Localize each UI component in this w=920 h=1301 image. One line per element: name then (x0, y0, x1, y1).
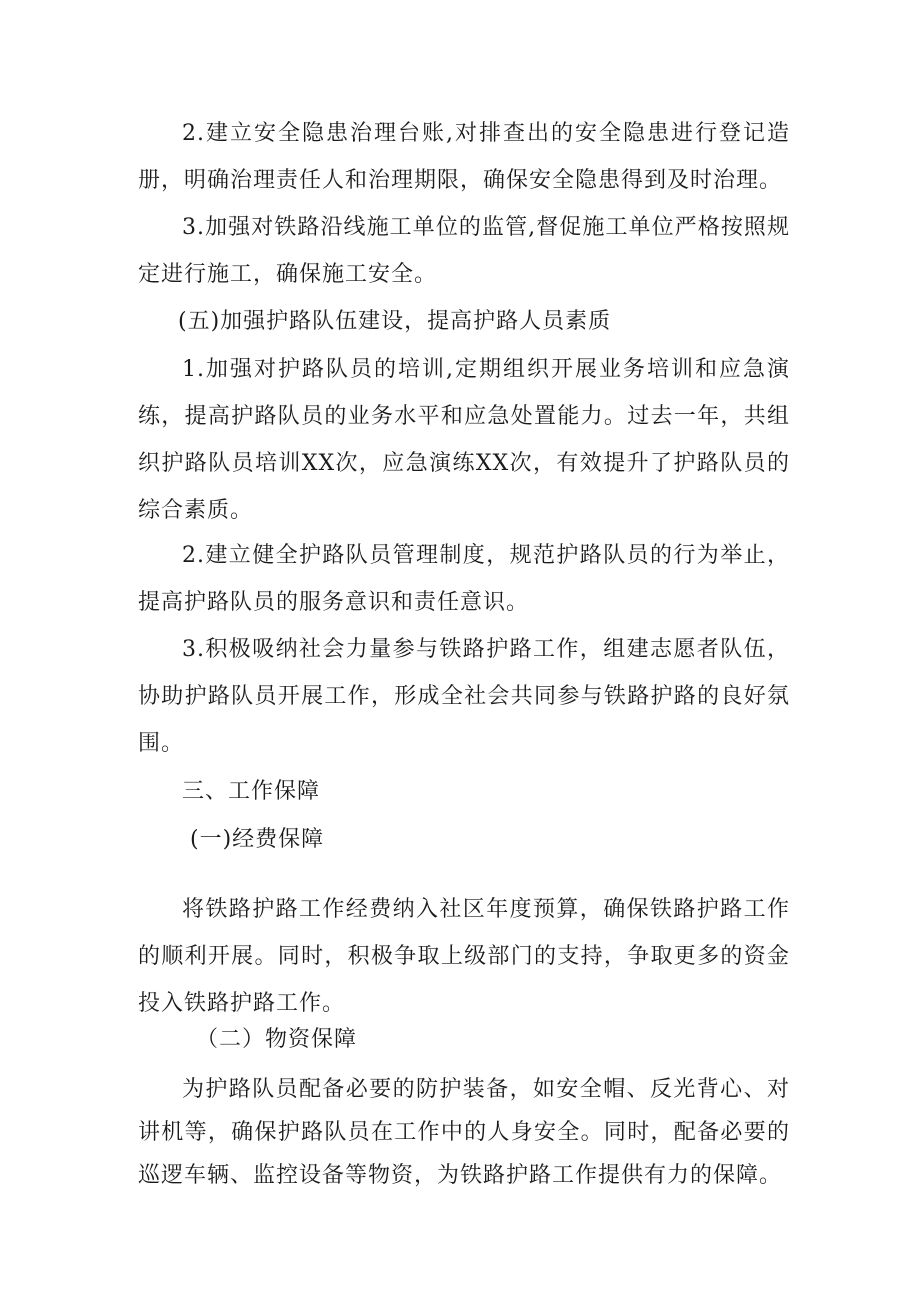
paragraph-volunteers: 3.积极吸纳社会力量参与铁路护路工作，组建志愿者队伍，协助护路队员开展工作，形成全社会共同参与铁路护路的良好氛围。 (138, 637, 790, 756)
paragraph-management-system: 2.建立健全护路队员管理制度，规范护路队员的行为举止，提高护路队员的服务意识和责任意识。 (138, 543, 790, 615)
paragraph-funding: 将铁路护路工作经费纳入社区年度预算，确保铁路护路工作的顺利开展。同时，积极争取上级部门的支持，争取更多的资金投入铁路护路工作。 (138, 897, 790, 1016)
paragraph-safety-ledger: 2.建立安全隐患治理台账,对排查出的安全隐患进行登记造册，明确治理责任人和治理期限，确保安全隐患得到及时治理。 (138, 121, 790, 193)
paragraph-training: 1.加强对护路队员的培训,定期组织开展业务培训和应急演练，提高护路队员的业务水平和应急处置能力。过去一年，共组织护路队员培训XX次，应急演练XX次，有效提升了护路队员的综合素质。 (138, 357, 790, 523)
section-heading-work-guarantee: 三、工作保障 (182, 779, 321, 804)
subsection-heading-funding: (一)经费保障 (190, 827, 325, 852)
section-heading-team-building: (五)加强护路队伍建设，提高护路人员素质 (178, 309, 612, 334)
subsection-heading-materials: （二）物资保障 (196, 1027, 358, 1052)
paragraph-construction-supervision: 3.加强对铁路沿线施工单位的监管,督促施工单位严格按照规定进行施工，确保施工安全。 (138, 215, 790, 287)
paragraph-materials: 为护路队员配备必要的防护装备，如安全帽、反光背心、对讲机等，确保护路队员在工作中的人身安全。同时，配备必要的巡逻车辆、监控设备等物资，为铁路护路工作提供有力的保障。 (138, 1077, 790, 1188)
